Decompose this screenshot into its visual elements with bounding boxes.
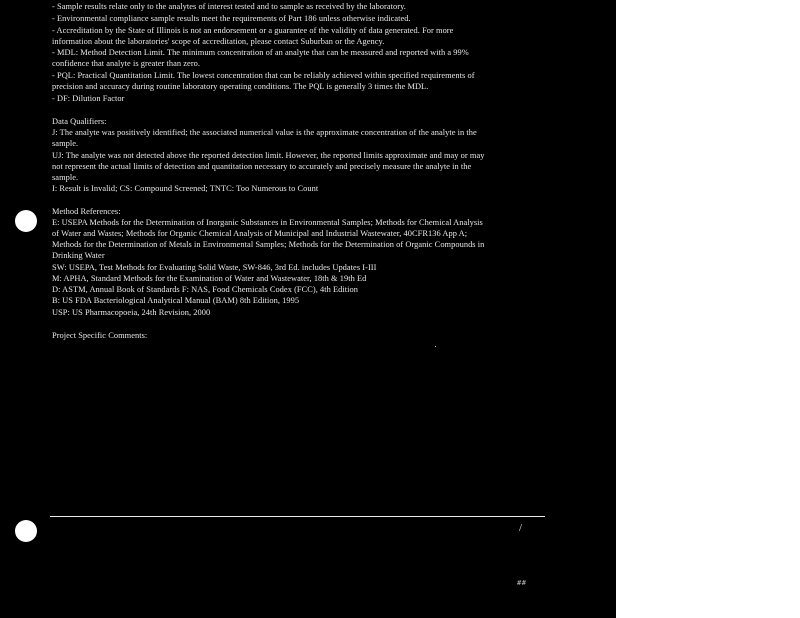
punch-hole-upper: [15, 210, 37, 232]
qualifiers-heading: Data Qualifiers:: [52, 117, 107, 126]
qualifier-line: not represent the actual limits of detection and quantitation necessary to accurately and precisely measure the analyte in the: [52, 162, 472, 171]
qualifier-line: sample.: [52, 173, 79, 182]
punch-hole-lower: [15, 520, 37, 542]
note-line: - DF: Dilution Factor: [52, 94, 125, 103]
method-line: USP: US Pharmacopoeia, 24th Revision, 2000: [52, 308, 211, 317]
qualifier-line: J: The analyte was positively identified; the associated numerical value is the approximate concentration of the analyte in the: [52, 128, 477, 137]
note-line: - Accreditation by the State of Illinois is not an endorsement or a guarantee of the validity of data generated. For more: [52, 26, 454, 35]
methods-heading: Method References:: [52, 207, 121, 216]
note-line: information about the laboratories' scope of accreditation, please contact Suburban or the Agency.: [52, 37, 385, 46]
footer-code: ##: [517, 579, 527, 587]
method-line: Drinking Water: [52, 251, 105, 260]
qualifier-line: I: Result is Invalid; CS: Compound Screened; TNTC: Too Numerous to Count: [52, 184, 319, 193]
method-line: SW: USEPA, Test Methods for Evaluating Solid Waste, SW-846, 3rd Ed. includes Updates I-III: [52, 263, 377, 272]
qualifier-line: UJ: The analyte was not detected above the reported detection limit. However, the reported limits approximate and may or may: [52, 151, 485, 160]
qualifier-line: sample.: [52, 139, 79, 148]
comments-heading: Project Specific Comments:: [52, 331, 148, 340]
note-line: precision and accuracy during routine laboratory operating conditions. The PQL is generally 3 times the MDL.: [52, 82, 429, 91]
note-line: - PQL: Practical Quantitation Limit. The lowest concentration that can be reliably achieved within specified requirements of: [52, 71, 475, 80]
method-line: of Water and Wastes; Methods for Organic Chemical Analysis of Municipal and Industrial Wastewater, 40CFR136 App A;: [52, 229, 468, 238]
footer-rule: [50, 516, 545, 517]
method-line: Methods for the Determination of Metals in Environmental Samples; Methods for the Determination of Organic Compounds in: [52, 240, 485, 249]
note-line: - Sample results relate only to the analytes of interest tested and to sample as received by the laboratory.: [52, 2, 406, 11]
scan-speck: [435, 346, 436, 347]
note-line: - Environmental compliance sample results meet the requirements of Part 186 unless otherwise indicated.: [52, 14, 411, 23]
method-line: D: ASTM, Annual Book of Standards F: NAS, Food Chemicals Codex (FCC), 4th Edition: [52, 285, 359, 294]
method-line: M: APHA, Standard Methods for the Examination of Water and Wastewater, 18th & 19th Ed: [52, 274, 367, 283]
note-line: confidence that analyte is greater than zero.: [52, 59, 201, 68]
page-mark: /: [519, 522, 523, 534]
note-line: - MDL: Method Detection Limit. The minimum concentration of an analyte that can be measured and reported with a 99%: [52, 48, 469, 57]
method-line: E: USEPA Methods for the Determination of Inorganic Substances in Environmental Samples; Methods for Chemical Analysis: [52, 218, 483, 227]
method-line: B: US FDA Bacteriological Analytical Manual (BAM) 8th Edition, 1995: [52, 296, 300, 305]
